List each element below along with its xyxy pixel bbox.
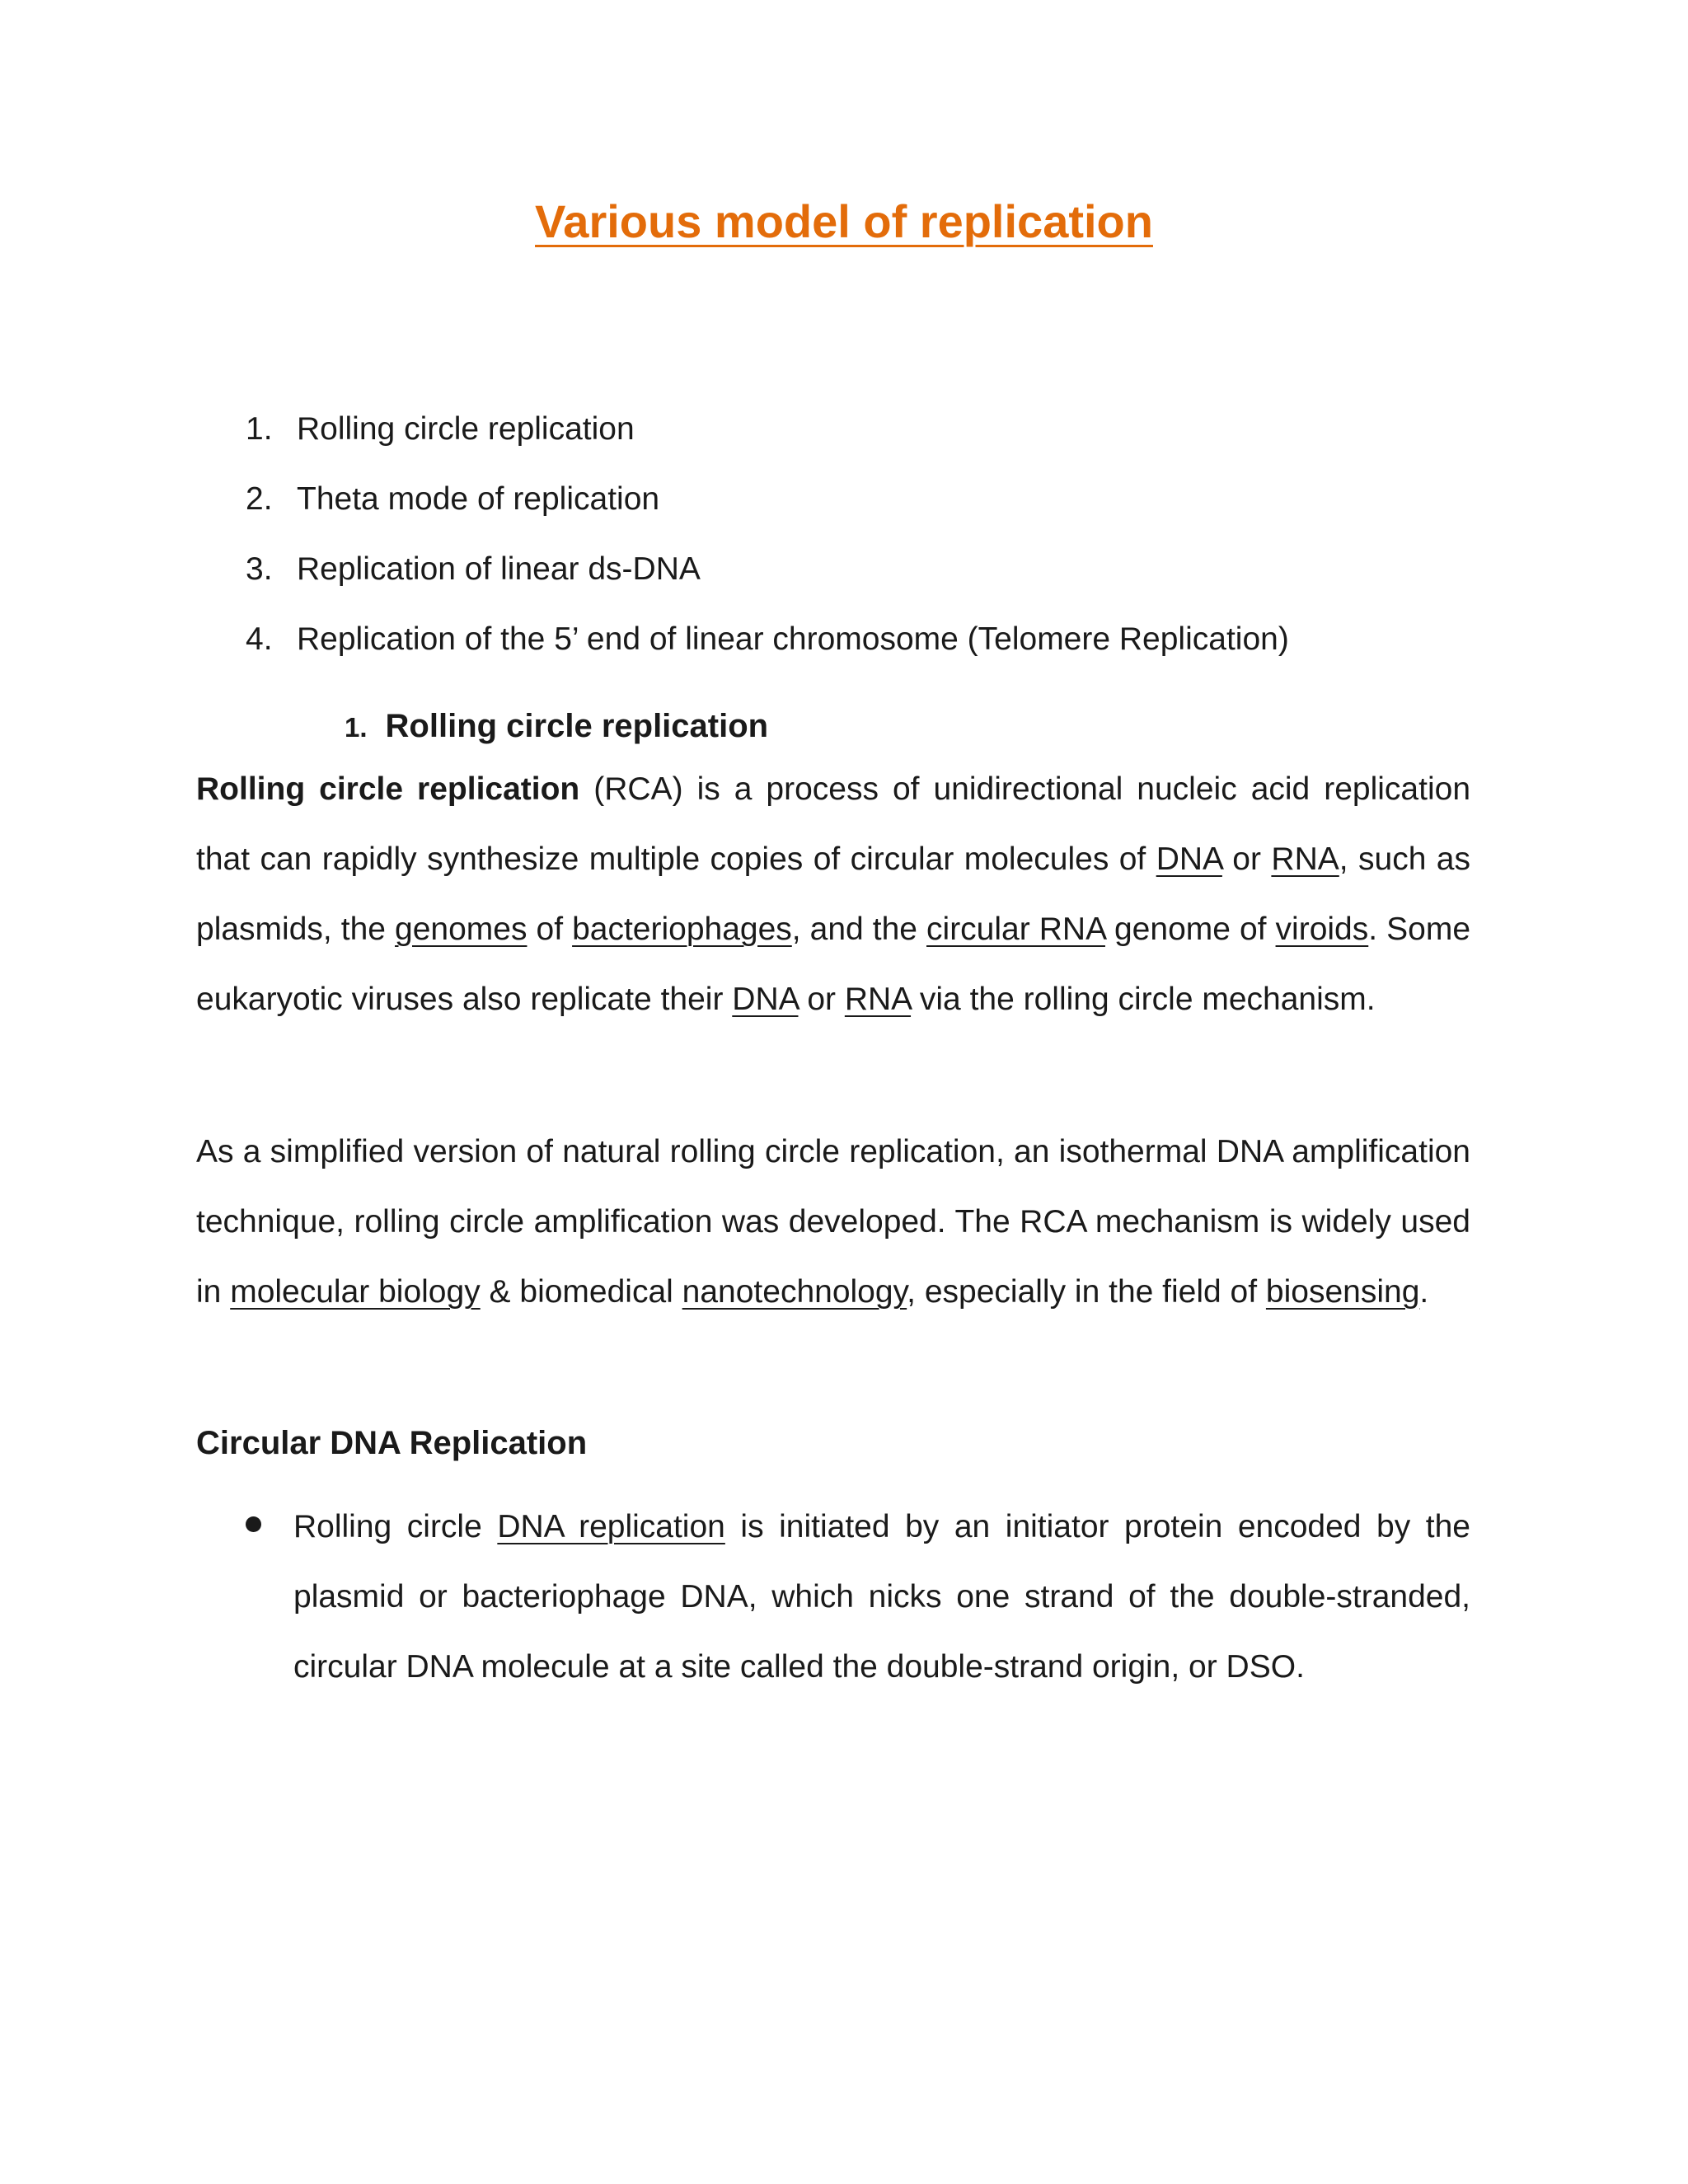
section-heading-text: Rolling circle replication (385, 708, 769, 744)
link-bacteriophages[interactable]: bacteriophages (572, 912, 792, 947)
paragraph-text: is initiated by an initiator protein encoded by the plasmid or bacteriophage DNA, which nicks one strand of the double-stranded, circular DNA molecule at a site called the double-strand origin, or DSO. (293, 1509, 1470, 1685)
list-item (246, 534, 1482, 604)
link-dna-replication[interactable]: DNA replication (497, 1509, 725, 1544)
link-biosensing[interactable]: biosensing (1265, 1274, 1420, 1310)
paragraph-text: via the rolling circle mechanism. (911, 982, 1376, 1017)
link-circular-rna[interactable]: circular RNA (926, 912, 1105, 947)
paragraph-text: of (527, 912, 573, 947)
rca-definition-paragraph (196, 754, 1470, 1034)
paragraph-text: , such as plasmids, the (196, 841, 1470, 947)
replication-models-list (246, 394, 1482, 674)
paragraph-text: & biomedical (480, 1274, 682, 1310)
list-item-number: 1. (246, 411, 273, 447)
link-rna[interactable]: RNA (1271, 841, 1339, 877)
paragraph-text: , especially in the field of (907, 1274, 1266, 1310)
paragraph-text: As a simplified version of natural rolling circle replication, an isothermal DNA amplification technique, rolling circle amplification was developed. The RCA mechanism is widely used in (196, 1134, 1470, 1310)
rca-amplification-paragraph (196, 1117, 1470, 1327)
page-title (0, 196, 1688, 247)
link-genomes[interactable]: genomes (395, 912, 528, 947)
bullet-list-item (196, 1492, 1470, 1702)
list-item-label: Theta mode of replication (297, 481, 660, 517)
paragraph-text: (RCA) is a process of unidirectional nucleic acid replication that can rapidly synthesize multiple copies of circular molecules of (196, 771, 1471, 877)
list-item (246, 394, 1482, 464)
link-dna[interactable]: DNA (732, 982, 799, 1017)
paragraph-text: . Some eukaryotic viruses also replicate their (196, 912, 1471, 1017)
list-item (246, 464, 1482, 534)
paragraph-text: Rolling circle (293, 1509, 498, 1544)
bold-term: Rolling circle replication (196, 771, 580, 807)
paragraph-text: . (1419, 1274, 1429, 1310)
list-item-label: Rolling circle replication (297, 411, 635, 447)
paragraph-text: genome of (1104, 912, 1276, 947)
paragraph-text: or (1221, 841, 1272, 877)
link-nanotechnology[interactable]: nanotechnology (682, 1274, 907, 1310)
link-viroids[interactable]: viroids (1275, 912, 1369, 947)
bullet-icon (246, 1516, 261, 1532)
list-item-label: Replication of linear ds-DNA (297, 551, 701, 587)
paragraph-text: , and the (791, 912, 927, 947)
list-item (246, 604, 1482, 674)
list-item-label: Replication of the 5’ end of linear chromosome (Telomere Replication) (297, 621, 1289, 657)
circular-dna-heading: Circular DNA Replication (196, 1425, 588, 1461)
section-heading-rolling-circle (345, 697, 768, 757)
bullet-text (293, 1492, 1470, 1702)
page-title-text: Various model of replication (535, 195, 1153, 247)
link-molecular-biology[interactable]: molecular biology (230, 1274, 481, 1310)
paragraph-text: or (798, 982, 845, 1017)
list-item-number: 3. (246, 551, 273, 587)
list-item-number: 4. (246, 621, 273, 657)
link-dna[interactable]: DNA (1156, 841, 1222, 877)
section-number: 1. (345, 712, 368, 743)
link-rna[interactable]: RNA (844, 982, 912, 1017)
list-item-number: 2. (246, 481, 273, 517)
